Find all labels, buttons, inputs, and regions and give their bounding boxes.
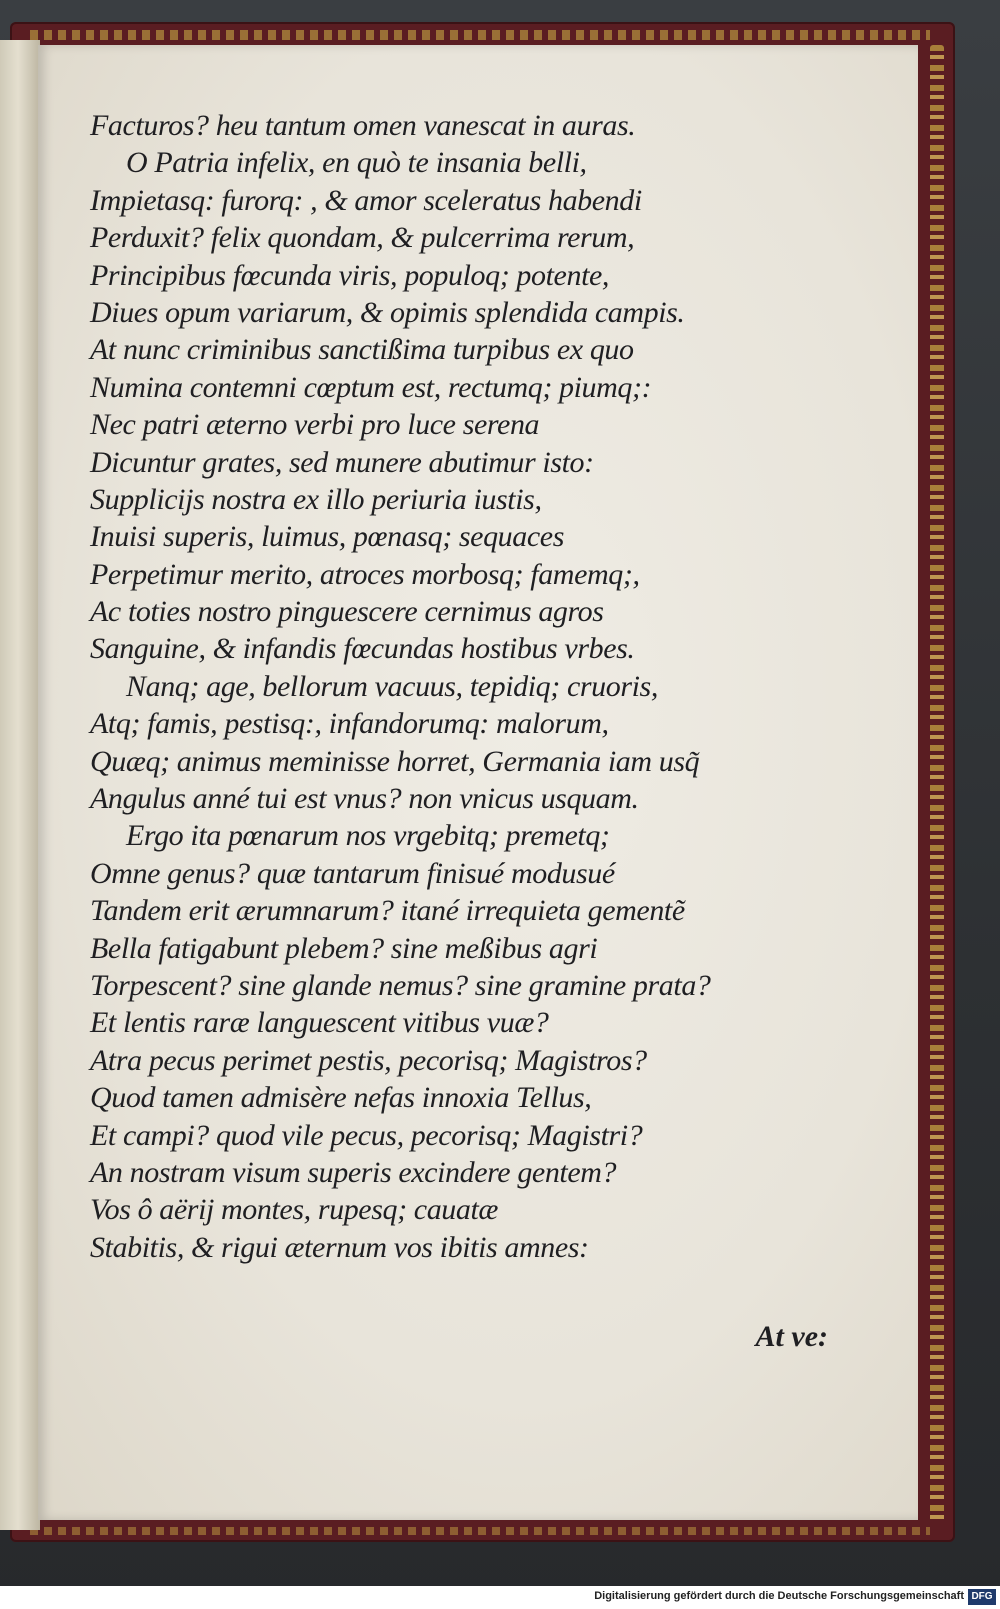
book-page (38, 45, 918, 1520)
text-line: Diues opum variarum, & opimis splendida campis. (90, 295, 685, 329)
gilt-edge-top (30, 30, 930, 40)
footer-credit: Digitalisierung gefördert durch die Deutsche Forschungsgemeinschaft (594, 1590, 964, 1602)
text-line: An nostram visum superis excindere gentem? (90, 1155, 617, 1189)
text-line: Quæq; animus meminisse horret, Germania iam usq̃ (90, 744, 700, 778)
text-line: Vos ô aërij montes, rupesq; cauatæ (90, 1193, 499, 1227)
text-line: Et lentis raræ languescent vitibus vuæ? (90, 1006, 549, 1040)
binding-gutter (0, 40, 40, 1530)
text-line: Torpescent? sine glande nemus? sine gramine prata? (90, 968, 711, 1002)
text-line: Facturos? heu tantum omen vanescat in auras. (90, 109, 636, 142)
text-line: Omne genus? quæ tantarum finisué modusué (90, 856, 615, 890)
gilt-edge-right (930, 45, 944, 1525)
text-line: Numina contemni cœptum est, rectumq; piumq;: (90, 370, 652, 404)
text-line: Angulus anné tui est vnus? non vnicus usquam. (90, 782, 639, 816)
text-line: Stabitis, & rigui æternum vos ibitis amnes: (90, 1230, 589, 1264)
text-line: Dicuntur grates, sed munere abutimur isto: (90, 445, 594, 479)
text-line: O Patria infelix, en quò te insania belli, (126, 146, 587, 180)
text-line: Impietasq: furorq: , & amor sceleratus habendi (90, 183, 642, 217)
text-line: Inuisi superis, luimus, pœnasq; sequaces (90, 520, 564, 554)
text-line: Tandem erit ærumnarum? itané irrequieta gementẽ (90, 894, 685, 928)
text-line: Nec patri æterno verbi pro luce serena (90, 408, 540, 442)
text-line: Ergo ita pœnarum nos vrgebitq; premetq; (126, 819, 610, 853)
text-line: Atra pecus perimet pestis, pecorisq; Magistros? (90, 1043, 647, 1077)
text-line: At nunc criminibus sanctißima turpibus ex quo (90, 333, 634, 367)
catchword: At ve: (755, 1320, 828, 1353)
text-line: Perduxit? felix quondam, & pulcerrima rerum, (90, 221, 635, 255)
text-line: Bella fatigabunt plebem? sine meßibus agri (90, 931, 598, 965)
text-line: Atq; famis, pestisq:, infandorumq: malorum, (90, 707, 609, 741)
text-line: Sanguine, & infandis fœcundas hostibus vrbes. (90, 632, 635, 666)
text-line: Ac toties nostro pinguescere cernimus agros (90, 595, 604, 629)
text-line: Perpetimur merito, atroces morbosq; famemq;, (90, 557, 640, 591)
text-line: Principibus fœcunda viris, populoq; potente, (90, 258, 610, 292)
text-line: Supplicijs nostra ex illo periuria iustis, (90, 482, 542, 516)
gilt-edge-bottom (30, 1527, 930, 1535)
text-line: Et campi? quod vile pecus, pecorisq; Magistri? (90, 1118, 643, 1152)
dfg-logo: DFG (968, 1589, 996, 1605)
text-line: Quod tamen admisère nefas innoxia Tellus, (90, 1081, 592, 1115)
poem-text (90, 107, 870, 1266)
text-line: Nanq; age, bellorum vacuus, tepidiq; cruoris, (126, 669, 658, 703)
